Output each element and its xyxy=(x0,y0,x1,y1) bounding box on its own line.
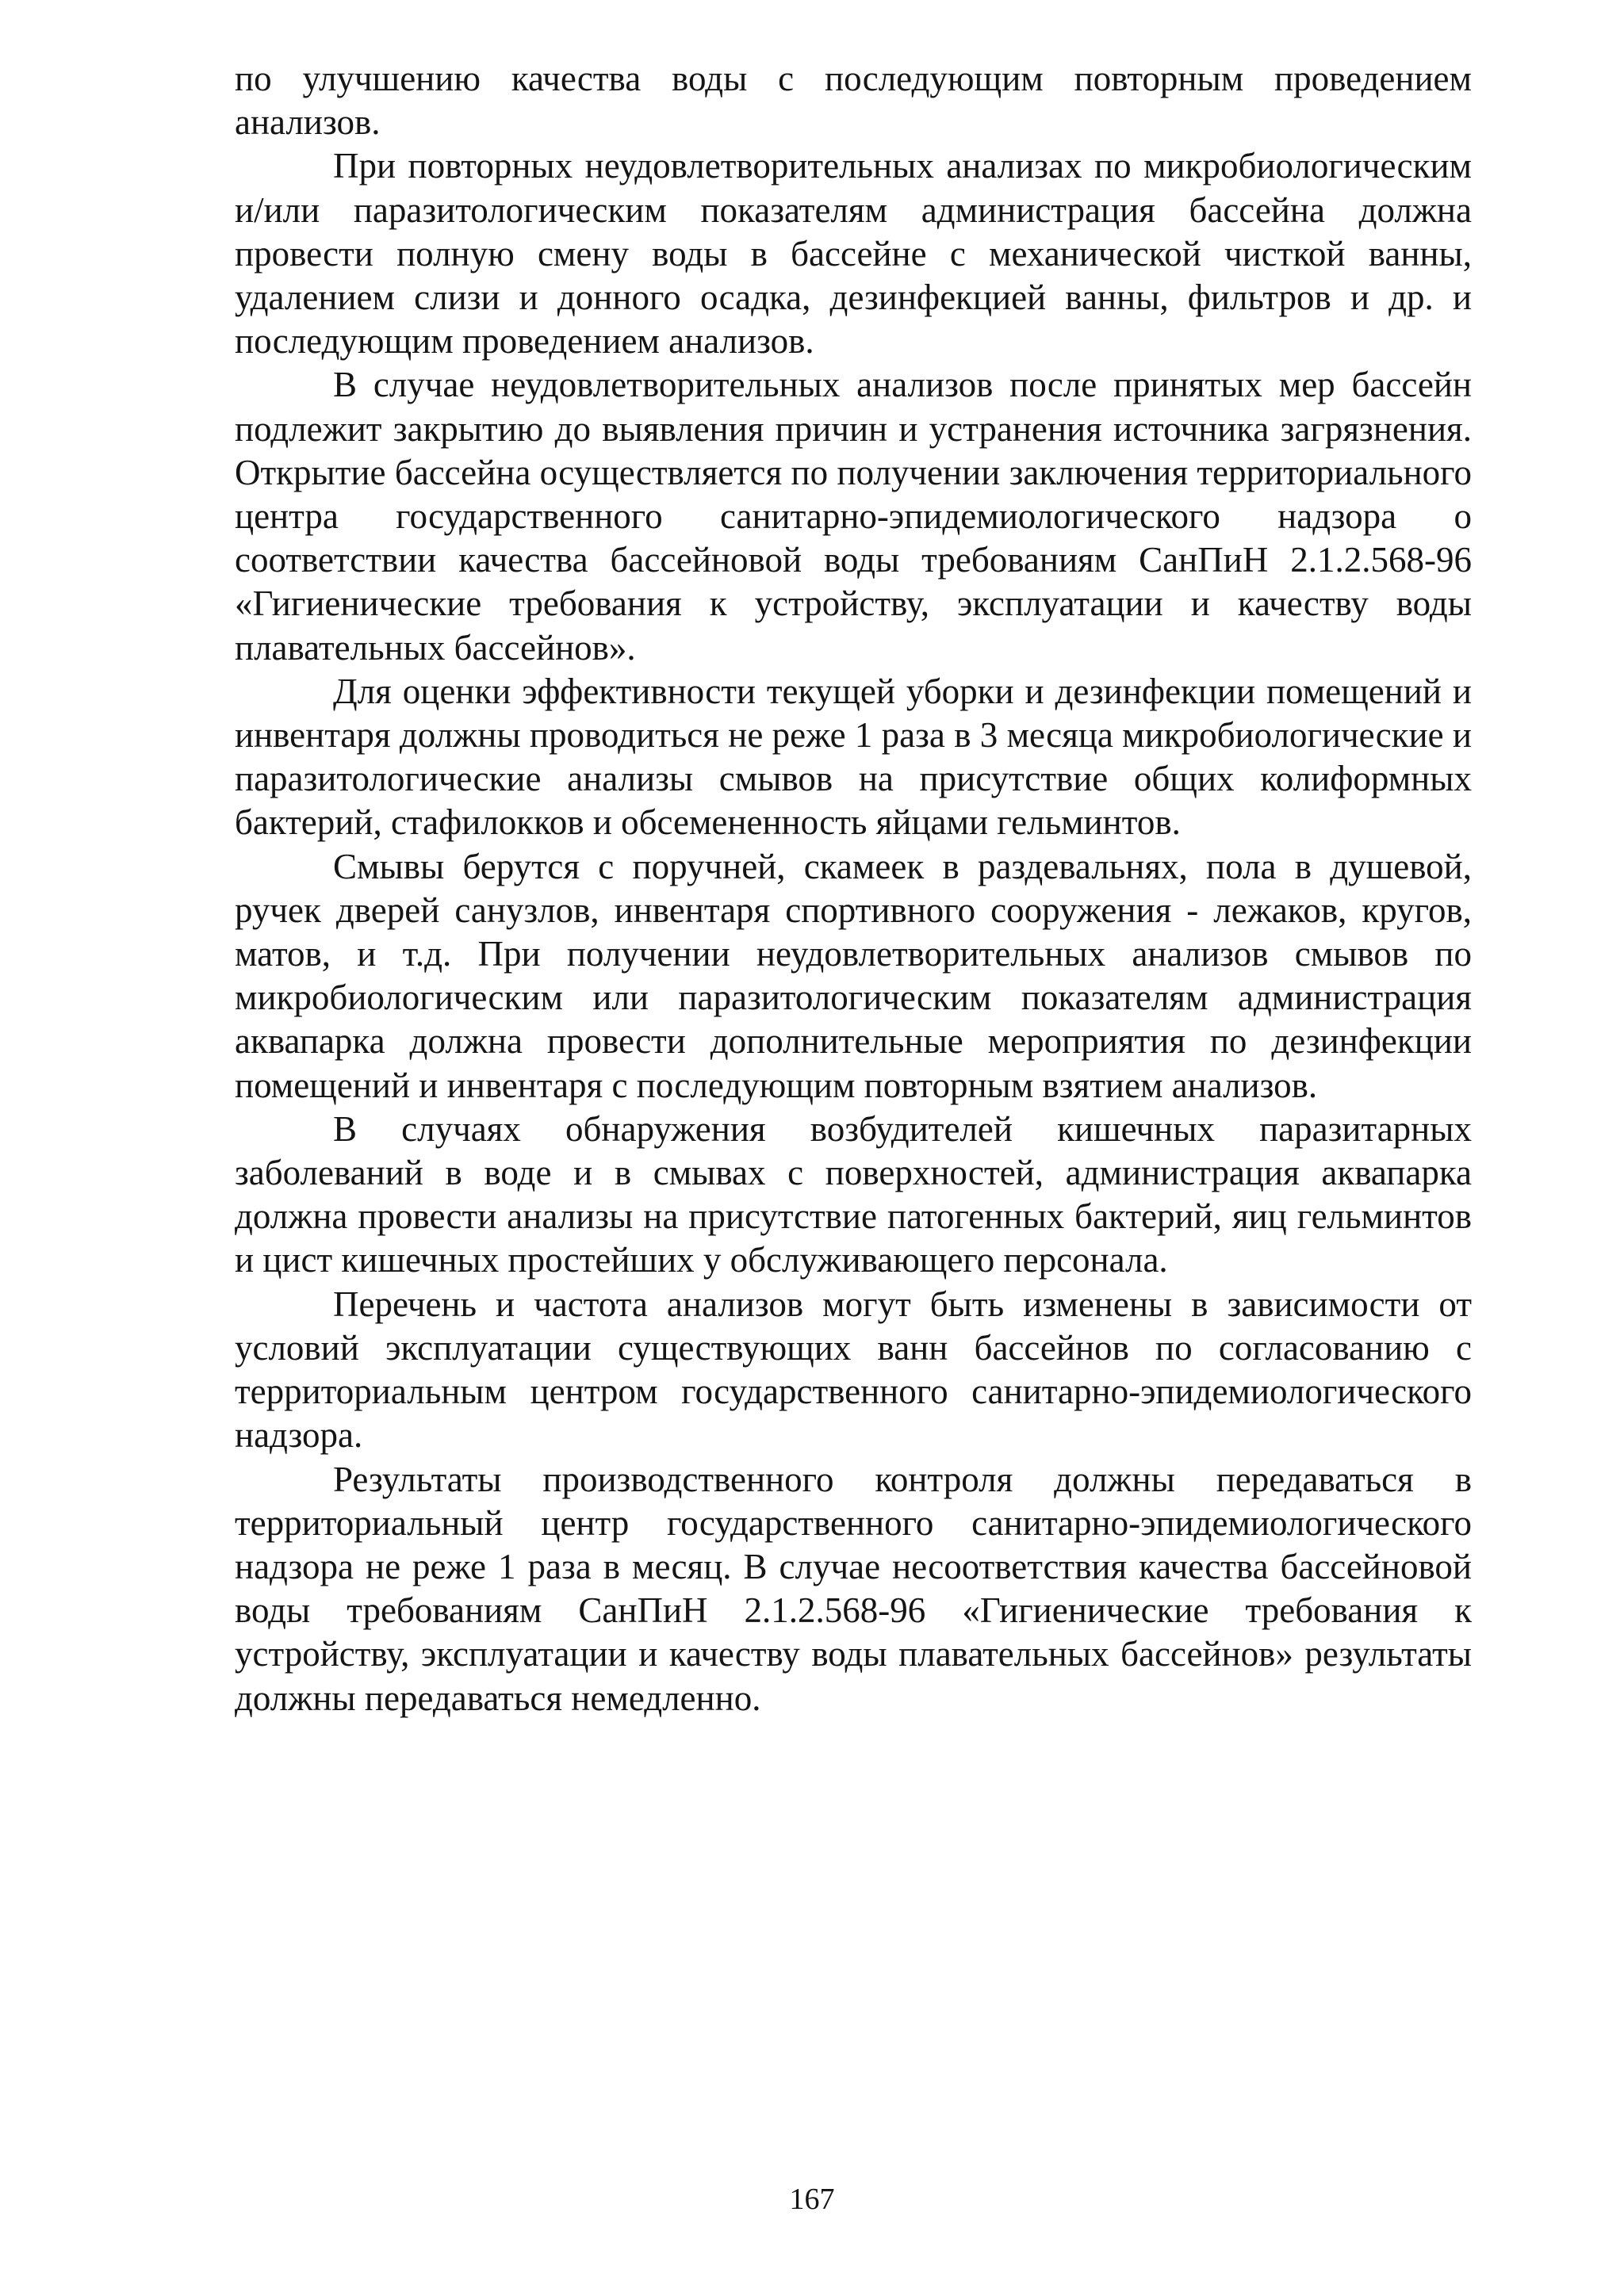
paragraph-pool-closure: В случае неудовлетворительных анализов после принятых мер бассейн подлежит закрытию до выявления причин и устранения источника загрязнения. Открытие бассейна осуществляется по получении заключения территориального центра государственного санитарно-эпидемиологического надзора о соответствии качества бассейновой воды требованиям СанПиН 2.1.2.568-96 «Гигиенические требования к устройству, эксплуатации и качеству воды плавательных бассейнов». xyxy=(235,365,1472,668)
paragraph-control-results: Результаты производственного контроля должны передаваться в территориальный центр государственного санитарно-эпидемиологического надзора не реже 1 раза в месяц. В случае несоответствия качества бассейновой воды требованиям СанПиН 2.1.2.568-96 «Гигиенические требования к устройству, эксплуатации и качеству воды плавательных бассейнов» результаты должны передаваться немедленно. xyxy=(235,1459,1472,1718)
paragraph-pathogen-detection: В случаях обнаружения возбудителей кишечных паразитарных заболеваний в воде и в смывах с поверхностей, администрация аквапарка должна провести анализы на присутствие патогенных бактерий, яиц гельминтов и цист кишечных простейших у обслуживающего персонала. xyxy=(235,1108,1472,1280)
paragraph-cleaning-evaluation: Для оценки эффективности текущей уборки и дезинфекции помещений и инвентаря должны проводиться не реже 1 раза в 3 месяца микробиологические и паразитологические анализы смывов на присутствие общих колиформных бактерий, стафилокков и обсемененность яйцами гельминтов. xyxy=(235,671,1472,843)
paragraph-continuation: по улучшению качества воды с последующим повторным проведением анализов. xyxy=(235,59,1472,143)
paragraph-repeat-analyses: При повторных неудовлетворительных анализах по микробиологическим и/или паразитологическим показателям администрация бассейна должна провести полную смену воды в бассейне с механической чисткой ванны, удалением слизи и донного осадка, дезинфекцией ванны, фильтров и др. и последующим проведением анализов. xyxy=(235,146,1472,362)
page-number: 167 xyxy=(789,2183,835,2216)
paragraph-analysis-list: Перечень и частота анализов могут быть изменены в зависимости от условий эксплуатации существующих ванн бассейнов по согласованию с территориальным центром государственного санитарно-эпидемиологического надзора. xyxy=(235,1284,1472,1456)
paragraph-swabs: Смывы берутся с поручней, скамеек в раздевальнях, пола в душевой, ручек дверей санузлов, инвентаря спортивного сооружения - лежаков, кругов, матов, и т.д. При получении неудовлетворительных анализов смывов по микробиологическим или паразитологическим показателям администрация аквапарка должна провести дополнительные мероприятия по дезинфекции помещений и инвентаря с последующим повторным взятием анализов. xyxy=(235,846,1472,1105)
document-body xyxy=(235,57,1472,1720)
